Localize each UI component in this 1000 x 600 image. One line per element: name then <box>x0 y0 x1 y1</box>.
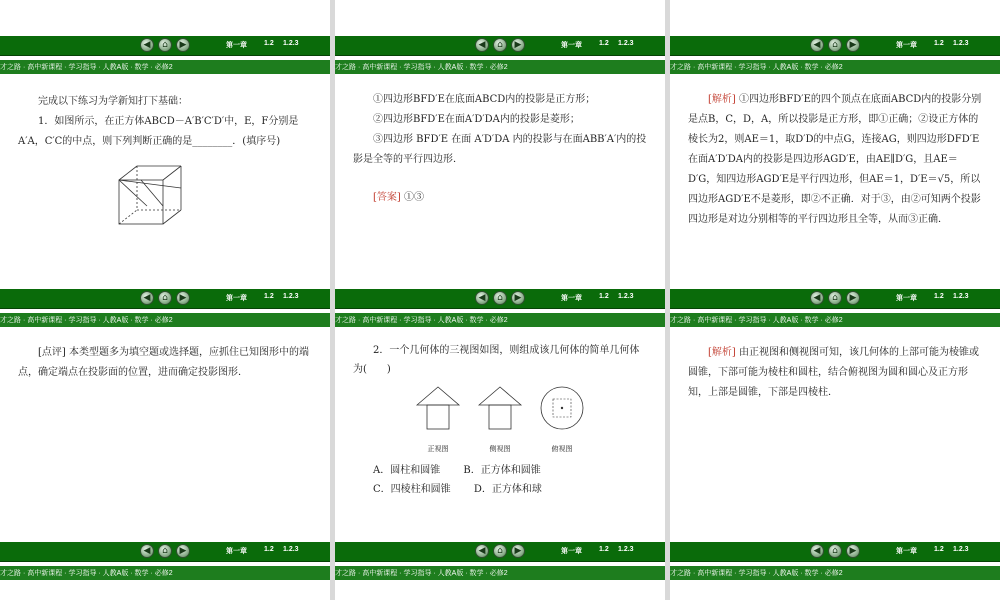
home-icon[interactable]: ⌂ <box>828 291 842 305</box>
next-icon[interactable]: ▶ <box>176 38 190 52</box>
option-a[interactable]: A．圆柱和圆锥 <box>373 465 441 476</box>
subtitle: 才之路 · 高中新课程 · 学习指导 · 人教A版 · 数学 · 必修2 <box>335 64 508 71</box>
top-view <box>539 385 585 459</box>
analysis-text: 由正视图和侧视图可知，该几何体的上部可能为棱锥或圆锥，下部可能为棱柱和圆柱，结合俯视图为圆和圆心及正方形知，上部是圆锥，下部是四棱柱． <box>688 347 979 398</box>
nav-buttons <box>810 544 860 558</box>
chapter-label: 第一章 <box>896 42 917 49</box>
statement-1: ①四边形BFD′E在底面ABCD内的投影是正方形； <box>373 94 596 105</box>
side-view <box>477 385 523 459</box>
next-icon[interactable]: ▶ <box>176 544 190 558</box>
slide-3[interactable] <box>670 0 1000 253</box>
next-icon[interactable]: ▶ <box>511 38 525 52</box>
section-label: 1.2 <box>599 546 609 553</box>
prev-icon[interactable]: ◀ <box>140 544 154 558</box>
slide-6[interactable] <box>670 253 1000 506</box>
chapter-label: 第一章 <box>561 548 582 555</box>
slide-7[interactable] <box>0 506 330 600</box>
slide-content <box>353 341 647 524</box>
home-icon[interactable]: ⌂ <box>828 38 842 52</box>
slide-1[interactable] <box>0 0 330 253</box>
question-1: 1．如图所示，在正方体ABCD－A′B′C′D′中，E，F分别是A′A，C′C的中点，则下列判断正确的是________．(填序号) <box>18 116 299 147</box>
next-icon[interactable]: ▶ <box>176 291 190 305</box>
option-b[interactable]: B．正方体和圆锥 <box>463 465 541 476</box>
chapter-label: 第一章 <box>896 548 917 555</box>
front-view <box>415 385 461 459</box>
answer-value: ①③ <box>404 192 424 203</box>
side-view-figure <box>477 385 523 431</box>
comment-tag: [点评] <box>38 347 66 358</box>
next-icon[interactable]: ▶ <box>511 291 525 305</box>
chapter-label: 第一章 <box>561 42 582 49</box>
subtitle: 才之路 · 高中新课程 · 学习指导 · 人教A版 · 数学 · 必修2 <box>0 570 173 577</box>
nav-buttons <box>140 544 190 558</box>
section-label: 1.2 <box>934 546 944 553</box>
nav-buttons <box>475 544 525 558</box>
nav-buttons <box>475 291 525 305</box>
option-c[interactable]: C．四棱柱和圆锥 <box>373 484 451 495</box>
home-icon[interactable]: ⌂ <box>828 544 842 558</box>
next-icon[interactable]: ▶ <box>846 291 860 305</box>
prev-icon[interactable]: ◀ <box>475 291 489 305</box>
home-icon[interactable]: ⌂ <box>493 291 507 305</box>
statement-2: ②四边形BFD′E在面A′D′DA内的投影是菱形； <box>373 114 580 125</box>
next-icon[interactable]: ▶ <box>846 38 860 52</box>
answer-tag: [答案] <box>373 192 401 203</box>
side-view-label: 侧视图 <box>489 445 511 453</box>
home-icon[interactable]: ⌂ <box>158 38 172 52</box>
prev-icon[interactable]: ◀ <box>810 291 824 305</box>
subtitle: 才之路 · 高中新课程 · 学习指导 · 人教A版 · 数学 · 必修2 <box>0 64 173 71</box>
slide-9[interactable] <box>670 506 1000 600</box>
subtitle: 才之路 · 高中新课程 · 学习指导 · 人教A版 · 数学 · 必修2 <box>670 570 843 577</box>
slide-content <box>18 92 312 238</box>
intro-text: 完成以下练习为学新知打下基础： <box>38 96 188 107</box>
chapter-label: 第一章 <box>896 295 917 302</box>
subsection-label: 1.2.3 <box>283 546 299 553</box>
section-label: 1.2 <box>599 293 609 300</box>
chapter-label: 第一章 <box>226 548 247 555</box>
nav-buttons <box>140 38 190 52</box>
analysis <box>688 90 982 230</box>
chapter-label: 第一章 <box>226 295 247 302</box>
prev-icon[interactable]: ◀ <box>810 38 824 52</box>
subtitle: 才之路 · 高中新课程 · 学习指导 · 人教A版 · 数学 · 必修2 <box>335 570 508 577</box>
analysis <box>688 343 982 403</box>
next-icon[interactable]: ▶ <box>846 544 860 558</box>
section-label: 1.2 <box>934 40 944 47</box>
prev-icon[interactable]: ◀ <box>475 38 489 52</box>
top-view-label: 俯视图 <box>551 445 573 453</box>
subsection-label: 1.2.3 <box>953 40 969 47</box>
subsection-label: 1.2.3 <box>953 293 969 300</box>
analysis-tag: [解析] <box>708 94 736 105</box>
subsection-label: 1.2.3 <box>618 546 634 553</box>
chapter-label: 第一章 <box>561 295 582 302</box>
cube-figure <box>105 158 225 238</box>
slide-content <box>688 90 982 230</box>
slide-4[interactable] <box>0 253 330 506</box>
nav-buttons <box>475 38 525 52</box>
front-view-figure <box>415 385 461 431</box>
nav-buttons <box>810 291 860 305</box>
question-2: 2．一个几何体的三视图如图，则组成该几何体的简单几何体为( ) <box>353 345 640 375</box>
subtitle: 才之路 · 高中新课程 · 学习指导 · 人教A版 · 数学 · 必修2 <box>0 317 173 324</box>
subsection-label: 1.2.3 <box>618 40 634 47</box>
statement-3: ③四边形 BFD′E 在面 A′D′DA 内的投影与在面ABB′A′内的投影是全等的平行四边形． <box>353 134 647 165</box>
nav-buttons <box>810 38 860 52</box>
slide-content <box>353 90 647 208</box>
slide-content <box>688 343 982 403</box>
home-icon[interactable]: ⌂ <box>158 544 172 558</box>
nav-buttons <box>140 291 190 305</box>
section-label: 1.2 <box>599 40 609 47</box>
section-label: 1.2 <box>934 293 944 300</box>
comment <box>18 343 312 383</box>
home-icon[interactable]: ⌂ <box>493 38 507 52</box>
slide-2[interactable] <box>335 0 665 253</box>
section-label: 1.2 <box>264 546 274 553</box>
subsection-label: 1.2.3 <box>618 293 634 300</box>
prev-icon[interactable]: ◀ <box>810 544 824 558</box>
prev-icon[interactable]: ◀ <box>140 38 154 52</box>
next-icon[interactable]: ▶ <box>511 544 525 558</box>
slide-8[interactable] <box>335 506 665 600</box>
section-label: 1.2 <box>264 40 274 47</box>
slide-5[interactable] <box>335 253 665 506</box>
home-icon[interactable]: ⌂ <box>493 544 507 558</box>
top-view-figure <box>539 385 585 431</box>
section-label: 1.2 <box>264 293 274 300</box>
home-icon[interactable]: ⌂ <box>158 291 172 305</box>
subtitle: 才之路 · 高中新课程 · 学习指导 · 人教A版 · 数学 · 必修2 <box>670 317 843 324</box>
comment-text: 本类型题多为填空题或选择题，应抓住已知图形中的端点，确定端点在投影面的位置，进而确定投影图形． <box>18 347 309 378</box>
three-views <box>353 385 647 459</box>
subsection-label: 1.2.3 <box>953 546 969 553</box>
subtitle: 才之路 · 高中新课程 · 学习指导 · 人教A版 · 数学 · 必修2 <box>670 64 843 71</box>
front-view-label: 正视图 <box>427 445 449 453</box>
subsection-label: 1.2.3 <box>283 293 299 300</box>
option-d[interactable]: D．正方体和球 <box>473 484 542 495</box>
options-row-1 <box>353 461 647 480</box>
prev-icon[interactable]: ◀ <box>140 291 154 305</box>
answer-line <box>353 188 647 208</box>
subtitle: 才之路 · 高中新课程 · 学习指导 · 人教A版 · 数学 · 必修2 <box>335 317 508 324</box>
subsection-label: 1.2.3 <box>283 40 299 47</box>
slide-content <box>18 343 312 383</box>
chapter-label: 第一章 <box>226 42 247 49</box>
analysis-tag: [解析] <box>708 347 736 358</box>
prev-icon[interactable]: ◀ <box>475 544 489 558</box>
analysis-text: ①四边形BFD′E的四个顶点在底面ABCD内的投影分别是点B，C，D，A，所以投影是正方形，即①正确；②设正方体的棱长为2，则AE＝1，取D′D的中点G，连接AG，则四边形DFD′E在面A′D′DA内的投影是四边形AGD′E，由AE∥D′G，且AE＝D′G，知四边形AGD′E是平行四边形，但AE＝1，D′E＝√5，所以四边形AGD′E不是菱形，即②不正确．对于③，由②可知两个投影四边形是对边分别相等的平行四边形且全等，从而③正确． <box>688 94 982 225</box>
options-row-2 <box>353 480 647 499</box>
